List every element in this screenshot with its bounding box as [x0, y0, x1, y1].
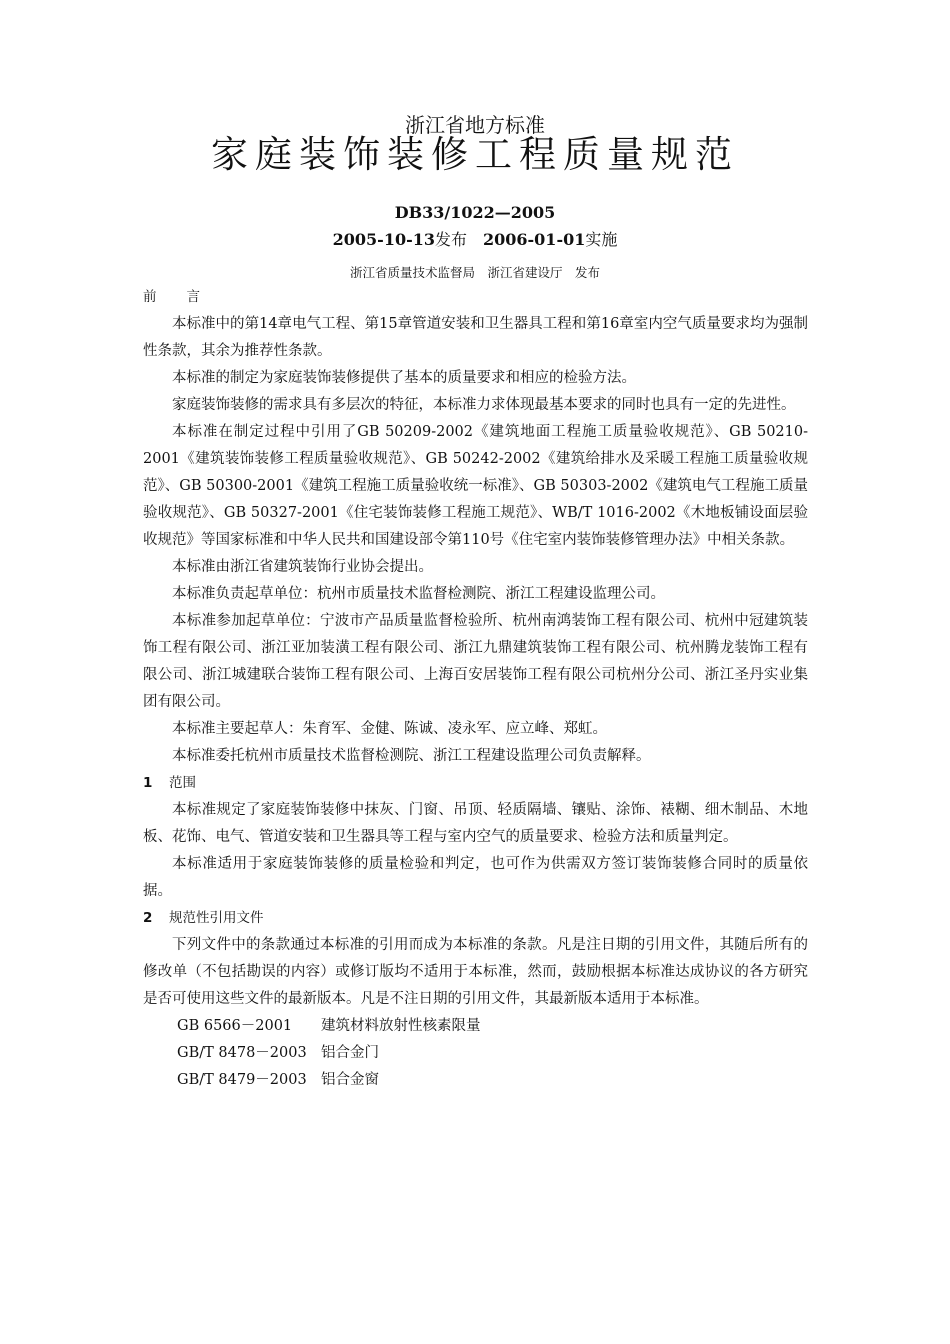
foreword-paragraph: 本标准中的第14章电气工程、第15章管道安装和卫生器具工程和第16章室内空气质量要求均为强制性条款，其余为推荐性条款。	[143, 316, 808, 359]
reference-item	[143, 1067, 808, 1094]
effective-date: 2006-01-01	[483, 230, 586, 249]
reference-name: 铝合金窗	[321, 1072, 379, 1088]
section-heading-references	[143, 905, 808, 932]
standard-number: DB33/1022—2005	[394, 203, 556, 222]
issue-label: 发布	[434, 230, 467, 249]
reference-name: 铝合金门	[321, 1045, 379, 1061]
foreword-paragraph: 家庭装饰装修的需求具有多层次的特征，本标准力求体现最基本要求的同时也具有一定的先进性。	[172, 397, 796, 413]
document-title: 家庭装饰装修工程质量规范	[211, 133, 739, 176]
reference-code: GB/T 8479－2003	[177, 1072, 307, 1088]
issue-dates	[0, 229, 950, 251]
section-heading-scope	[143, 770, 808, 797]
standard-category: 浙江省地方标准	[405, 113, 545, 137]
foreword-heading: 前言	[143, 289, 230, 305]
reference-item	[143, 1013, 808, 1040]
foreword-paragraph: 本标准在制定过程中引用了GB 50209-2002《建筑地面工程施工质量验收规范》、GB 50210-2001《建筑装饰装修工程质量验收规范》、GB 50242-2002《建筑给排水及采暖工程施工质量验收规范》、GB 50300-2001《建筑工程施工质量验收统一标准》、GB 50303-2002《建筑电气工程施工质量验收规范》、GB 50327-2001《住宅装饰装修工程施工规范》、WB/T 1016-2002《木地板铺设面层验收规范》等国家标准和中华人民共和国建设部令第110号《住宅室内装饰装修管理办法》中相关条款。	[143, 424, 808, 548]
document-body	[143, 284, 808, 1094]
foreword-paragraph: 本标准委托杭州市质量技术监督检测院、浙江工程建设监理公司负责解释。	[172, 748, 651, 764]
reference-code: GB 6566－2001	[177, 1018, 293, 1034]
foreword-paragraph: 本标准参加起草单位：宁波市产品质量监督检验所、杭州南鸿装饰工程有限公司、杭州中冠建筑装饰工程有限公司、浙江亚加装潢工程有限公司、浙江九鼎建筑装饰工程有限公司、杭州腾龙装饰工程有限公司、浙江城建联合装饰工程有限公司、上海百安居装饰工程有限公司杭州分公司、浙江圣丹实业集团有限公司。	[143, 613, 808, 710]
foreword-paragraph: 本标准负责起草单位：杭州市质量技术监督检测院、浙江工程建设监理公司。	[172, 586, 665, 602]
reference-name: 建筑材料放射性核素限量	[321, 1018, 481, 1034]
section-number: 1	[143, 775, 153, 791]
section-number: 2	[143, 910, 153, 926]
reference-code: GB/T 8478－2003	[177, 1045, 307, 1061]
section-title: 规范性引用文件	[169, 910, 264, 926]
scope-paragraph: 本标准规定了家庭装饰装修中抹灰、门窗、吊顶、轻质隔墙、镶贴、涂饰、裱糊、细木制品、木地板、花饰、电气、管道安装和卫生器具等工程与室内空气的质量要求、检验方法和质量判定。	[143, 802, 808, 845]
references-paragraph: 下列文件中的条款通过本标准的引用而成为本标准的条款。凡是注日期的引用文件，其随后所有的修改单（不包括勘误的内容）或修订版均不适用于本标准，然而，鼓励根据本标准达成协议的各方研究是否可使用这些文件的最新版本。凡是不注日期的引用文件，其最新版本适用于本标准。	[143, 937, 808, 1007]
publisher-line: 浙江省质量技术监督局 浙江省建设厅 发布	[349, 265, 600, 280]
foreword-paragraph: 本标准由浙江省建筑装饰行业协会提出。	[172, 559, 433, 575]
issue-date: 2005-10-13	[332, 230, 435, 249]
section-title: 范围	[169, 775, 196, 791]
scope-paragraph: 本标准适用于家庭装饰装修的质量检验和判定，也可作为供需双方签订装饰装修合同时的质量依据。	[143, 856, 808, 899]
effective-label: 实施	[585, 230, 618, 249]
foreword-paragraph: 本标准主要起草人：朱育军、金健、陈诚、凌永军、应立峰、郑虹。	[172, 721, 607, 737]
reference-item	[143, 1040, 808, 1067]
foreword-paragraph: 本标准的制定为家庭装饰装修提供了基本的质量要求和相应的检验方法。	[172, 370, 636, 386]
